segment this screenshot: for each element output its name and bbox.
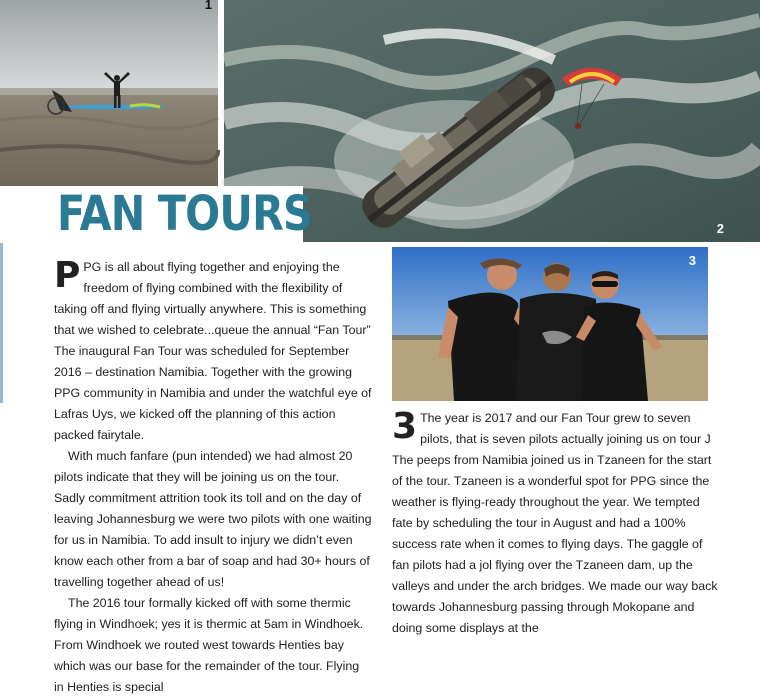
drop-cap: P	[54, 255, 81, 296]
paragraph	[392, 408, 722, 639]
paragraph-text: The year is 2017 and our Fan Tour grew to seven pilots, that is seven pilots actually joining us on tour J The peeps from Namibia joined us in Tzaneen for the start of the tour. Tzaneen is a wonderful spot for PPG since the weather is flying-ready throughout the year. We tempted fate by scheduling the tour in August and had a 100% success rate when it comes to flying days. The gaggle of fan pilots had a jol flying over the Tzaneen dam, up the valleys and under the arch bridges. We made our way back towards Johannesburg passing through Mokopane and doing some displays at the	[392, 411, 718, 635]
drop-cap: 3	[392, 406, 418, 447]
photo-number: 3	[688, 253, 696, 268]
paragraph: The 2016 tour formally kicked off with some thermic flying in Windhoek; yes it is thermic at 5am in Windhoek. From Windhoek we routed west towards Henties bay which was our base for the remainder of the tour. Flying in Henties is special	[54, 596, 364, 694]
three-pilots-photo-icon	[392, 247, 708, 401]
page-title: FAN TOURS	[57, 186, 312, 242]
photo-beach-pilot	[0, 0, 218, 186]
paragraph	[54, 257, 372, 446]
photo-number: 2	[716, 221, 724, 236]
photo-three-pilots	[392, 247, 708, 401]
page-edge-strip	[0, 243, 3, 403]
article-column-left	[54, 255, 372, 694]
paragraph: With much fanfare (pun intended) we had almost 20 pilots indicate that they will be joining us on the tour. Sadly commitment attrition took its toll and on the day of leaving Johannesburg we were two pilots with one waiting for us in Namibia. To add insult to injury we didn’t even know each other from a bar of soap and had 30+ hours of travelling together ahead of us!	[54, 449, 372, 589]
article-column-right	[392, 406, 722, 635]
paragraph-text: PG is all about flying together and enjoying the freedom of flying combined with the flexibility of taking off and flying virtually anywhere. This is something that we wished to celebrate...queue the annual “Fan Tour” The inaugural Fan Tour was scheduled for September 2016 – destination Namibia. Together with the growing PPG community in Namibia and under the watchful eye of Lafras Uys, we kicked off the planning of this action packed fairytale.	[54, 260, 372, 442]
photo-number: 1	[204, 0, 212, 12]
title-box	[53, 186, 312, 242]
beach-pilot-photo-icon	[0, 0, 218, 186]
